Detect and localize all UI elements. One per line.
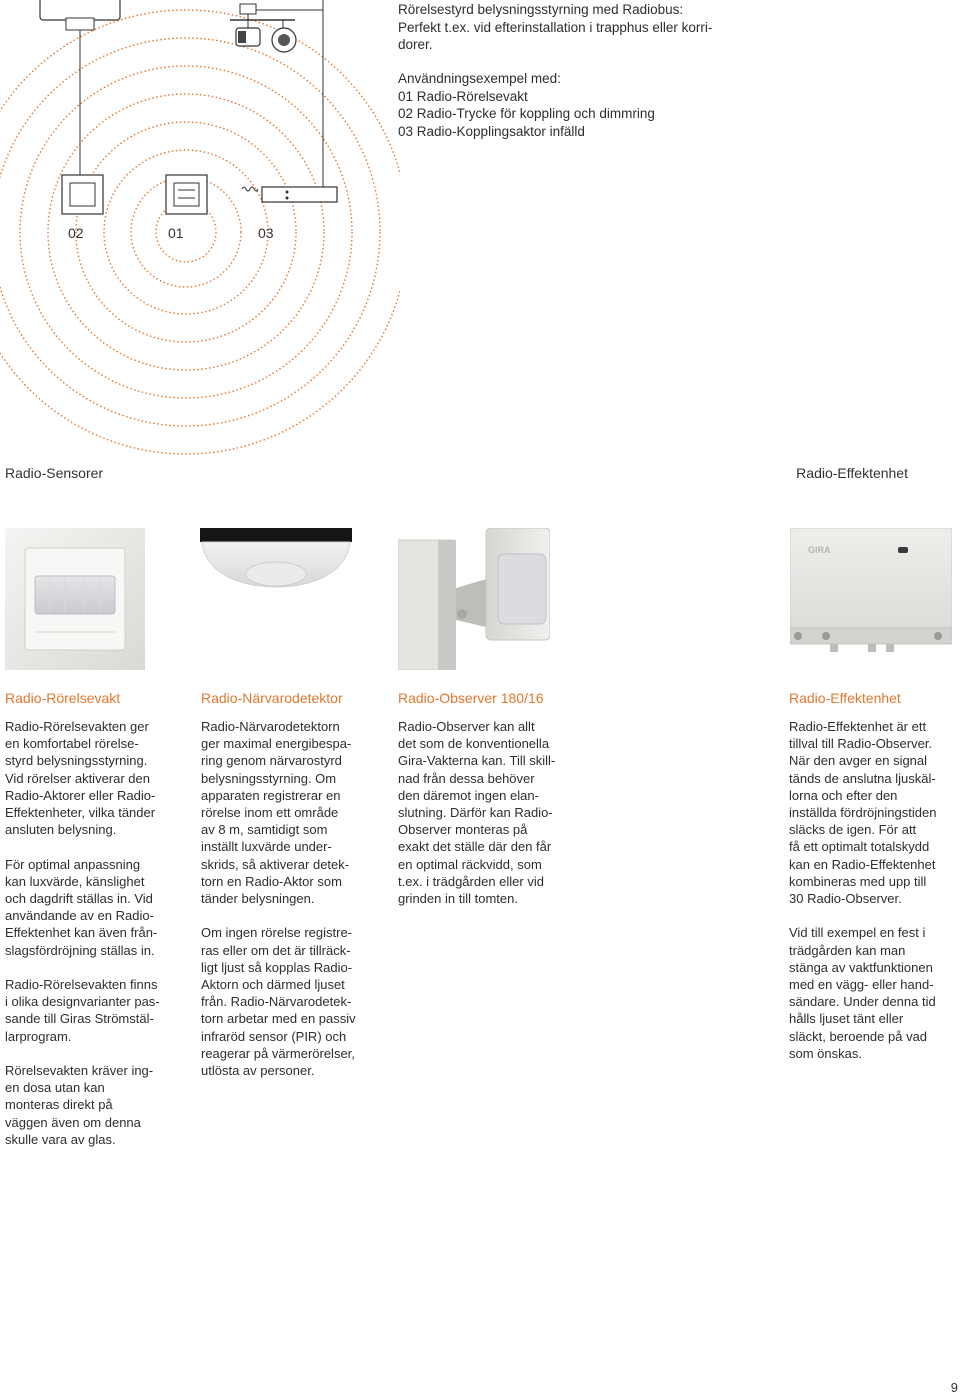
text-line: tillval till Radio-Observer.	[789, 736, 933, 752]
presence-detector-image	[200, 528, 352, 594]
text-line: sändare. Under denna tid	[789, 994, 936, 1010]
text-line: Observer monteras på	[398, 822, 528, 838]
device-02-label: 02	[68, 225, 84, 241]
example-item: 03 Radio-Kopplingsaktor infälld	[398, 123, 585, 139]
text-line: kombineras med upp till	[789, 873, 927, 889]
observer-image	[398, 528, 550, 670]
radio-wave-ring	[0, 10, 400, 454]
text-line: inställt luxvärde under-	[201, 839, 332, 855]
text-line: och dagdrift ställas in. Vid	[5, 891, 153, 907]
text-line: Vid till exempel en fest i	[789, 925, 926, 941]
radio-effektenhet-label: Radio-Effektenhet	[796, 465, 908, 481]
text-line: sande till Giras Strömstäl-	[5, 1011, 154, 1027]
text-line: stänga av vaktfunktionen	[789, 959, 933, 975]
text-line: utlösta av personer.	[201, 1063, 315, 1079]
column-heading: Radio-Rörelsevakt	[5, 690, 121, 706]
text-line: ring genom närvarostyrd	[201, 753, 342, 769]
text-line: med en vägg- eller hand-	[789, 977, 934, 993]
text-line: den däremot ingen elan-	[398, 787, 539, 803]
motion-detector-image	[5, 528, 145, 670]
examples-block	[398, 70, 738, 140]
text-line: styrd belysningsstyrning.	[5, 753, 148, 769]
text-line: larprogram.	[5, 1028, 72, 1044]
intro-line: dorer.	[398, 37, 433, 52]
text-line: När den avger en signal	[789, 753, 928, 769]
effect-unit-image	[790, 528, 952, 658]
paragraph	[789, 718, 957, 907]
text-line: torn en Radio-Aktor som	[201, 873, 342, 889]
column-presence-detector	[201, 690, 386, 1096]
text-line: det som de konventionella	[398, 736, 550, 752]
text-line: väggen även om denna	[5, 1114, 141, 1130]
paragraph	[201, 924, 386, 1079]
column-heading: Radio-Närvarodetektor	[201, 690, 343, 706]
text-line: hålls ljuset tänt eller	[789, 1011, 904, 1027]
text-line: För optimal anpassning	[5, 856, 141, 872]
radio-waves	[0, 10, 400, 454]
text-line: från. Radio-Närvarodetek-	[201, 994, 352, 1010]
text-line: 30 Radio-Observer.	[789, 891, 902, 907]
text-line: en optimal räckvidd, som	[398, 856, 542, 872]
text-line: Effektenhet kan även från-	[5, 925, 158, 941]
text-line: tänds de anslutna ljuskäl-	[789, 770, 936, 786]
text-line: Rörelsevakten kräver ing-	[5, 1063, 154, 1079]
text-line: i olika designvarianter pas-	[5, 994, 160, 1010]
intro-text	[398, 1, 738, 54]
example-item: 01 Radio-Rörelsevakt	[398, 88, 528, 104]
paragraph	[398, 718, 583, 907]
intro-line: Rörelsestyrd belysningsstyrning med Radiobus:	[398, 2, 684, 17]
text-line: reagerar på värmerörelser,	[201, 1045, 355, 1061]
paragraph	[201, 718, 386, 907]
paragraph	[5, 718, 190, 838]
column-body	[789, 718, 957, 1062]
column-heading: Radio-Effektenhet	[789, 690, 901, 706]
column-observer	[398, 690, 583, 924]
text-line: kan en Radio-Effektenhet	[789, 856, 936, 872]
text-line: Radio-Effektenhet är ett	[789, 719, 927, 734]
text-line: torn arbetar med en passiv	[201, 1011, 356, 1027]
spotlight-icon	[230, 4, 296, 52]
text-line: ras eller om det är tillräck-	[201, 942, 351, 958]
text-line: ger maximal energibespa-	[201, 736, 352, 752]
device-03-label: 03	[258, 225, 274, 241]
radio-diagram	[0, 0, 400, 470]
example-item: 02 Radio-Trycke för koppling och dimmring	[398, 106, 655, 121]
text-line: Radio-Rörelsevakten finns	[5, 977, 158, 993]
text-line: Radio-Observer kan allt	[398, 719, 535, 734]
text-line: användande av en Radio-	[5, 908, 154, 924]
text-line: ligt ljust så kopplas Radio-	[201, 959, 353, 975]
text-line: rörelse inom ett område	[201, 805, 339, 821]
column-effect-unit	[789, 690, 957, 1079]
text-line: monteras direkt på	[5, 1097, 113, 1113]
column-body	[201, 718, 386, 1079]
text-line: grinden in till tomten.	[398, 891, 518, 907]
device-03-icon	[242, 187, 337, 202]
paragraph	[5, 856, 190, 959]
text-line: exakt det ställe där den får	[398, 839, 552, 855]
text-line: Aktorn och därmed ljuset	[201, 977, 345, 993]
text-line: apparaten registrerar en	[201, 787, 341, 803]
page-number: 9	[950, 1380, 958, 1395]
paragraph	[789, 924, 957, 1062]
examples-title: Användningsexempel med:	[398, 71, 561, 86]
text-line: Radio-Rörelsevakten ger	[5, 719, 149, 734]
text-line: inställda fördröjningstiden	[789, 805, 937, 821]
column-body	[398, 718, 583, 907]
text-line: få ett optimalt totalskydd	[789, 839, 930, 855]
text-line: lorna och efter den	[789, 787, 898, 803]
text-line: en komfortabel rörelse-	[5, 736, 139, 752]
text-line: Om ingen rörelse registre-	[201, 925, 352, 941]
text-line: av 8 m, samtidigt som	[201, 822, 328, 838]
radio-sensorer-label: Radio-Sensorer	[5, 465, 104, 481]
intro-line: Perfekt t.ex. vid efterinstallation i trapphus eller korri-	[398, 19, 713, 35]
text-line: slutning. Därför kan Radio-	[398, 805, 553, 821]
text-line: Vid rörelser aktiverar den	[5, 770, 150, 786]
text-line: Radio-Närvarodetektorn	[201, 719, 340, 734]
text-line: Gira-Vakterna kan. Till skill-	[398, 753, 556, 769]
text-line: skrids, så aktiverar detek-	[201, 856, 350, 872]
ceiling-lamp-icon	[40, 0, 120, 30]
column-body	[5, 718, 190, 1148]
radio-wave-ring	[48, 94, 324, 370]
paragraph	[5, 1062, 190, 1148]
text-line: infraröd sensor (PIR) och	[201, 1028, 347, 1044]
device-01-label: 01	[168, 225, 184, 241]
text-line: t.ex. i trädgården eller vid	[398, 873, 544, 889]
gira-logo: GIRA	[808, 545, 831, 555]
column-motion-detector	[5, 690, 190, 1165]
text-line: skulle vara av glas.	[5, 1131, 116, 1147]
column-heading: Radio-Observer 180/16	[398, 690, 544, 706]
text-line: ansluten belysning.	[5, 822, 117, 838]
text-line: Radio-Aktorer eller Radio-	[5, 787, 156, 803]
text-line: Effektenheter, vilka tänder	[5, 805, 156, 821]
text-line: som önskas.	[789, 1045, 862, 1061]
text-line: belysningsstyrning. Om	[201, 770, 337, 786]
device-02-icon	[62, 175, 103, 214]
text-line: tänder belysningen.	[201, 891, 315, 907]
text-line: en dosa utan kan	[5, 1080, 105, 1096]
text-line: nad från dessa behöver	[398, 770, 535, 786]
paragraph	[5, 976, 190, 1045]
text-line: släcks de igen. För att	[789, 822, 917, 838]
text-line: trädgården kan man	[789, 942, 906, 958]
text-line: kan luxvärde, känslighet	[5, 873, 145, 889]
device-01-icon	[166, 175, 207, 214]
text-line: släckt, beroende på vad	[789, 1028, 928, 1044]
text-line: slagsfördröjning ställas in.	[5, 942, 155, 958]
